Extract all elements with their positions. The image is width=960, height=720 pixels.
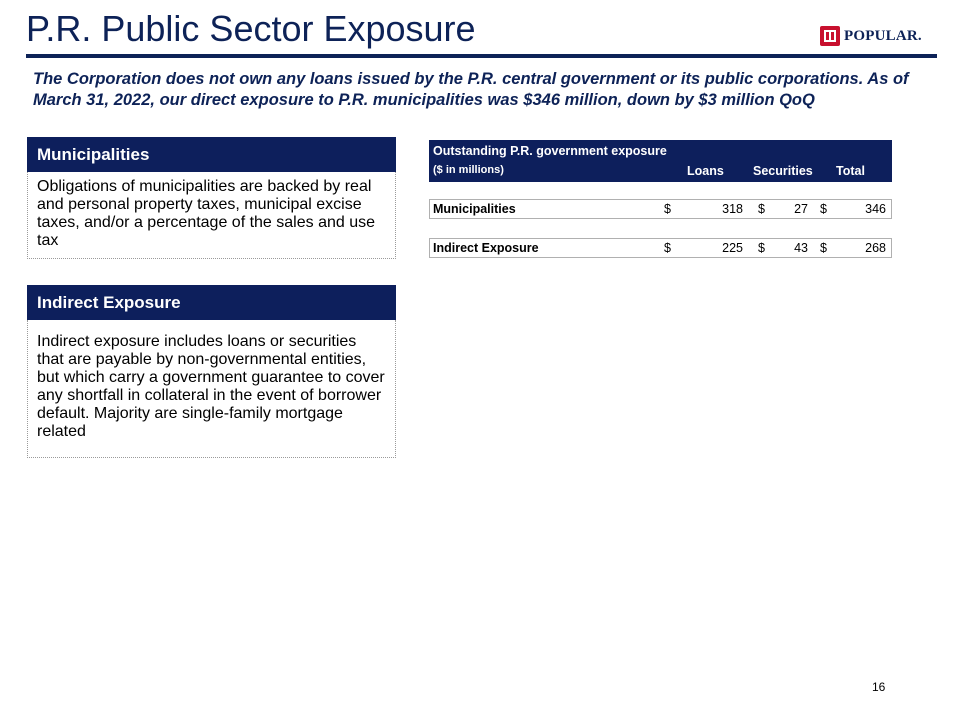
column-header-securities: Securities (753, 164, 813, 178)
indirect-exposure-panel-body (27, 320, 396, 458)
indirect-exposure-panel-header: Indirect Exposure (27, 285, 396, 320)
municipalities-panel (27, 137, 396, 259)
title-divider (26, 54, 937, 58)
table-row-indirect-exposure (429, 238, 892, 258)
intro-statement: The Corporation does not own any loans issued by the P.R. central government or its public corporations. As of March 31, 2022, our direct exposure to P.R. municipalities was $346 million, down by $3 million QoQ (33, 70, 909, 109)
indirect-exposure-panel (27, 285, 396, 458)
row-label: Municipalities (433, 202, 516, 216)
page-number: 16 (872, 680, 886, 694)
loans-value: 318 (722, 202, 743, 216)
exposure-table-units: ($ in millions) (433, 164, 504, 176)
currency-symbol: $ (664, 241, 671, 255)
loans-value: 225 (722, 241, 743, 255)
municipalities-panel-header: Municipalities (27, 137, 396, 172)
exposure-table-title: Outstanding P.R. government exposure (433, 144, 667, 158)
securities-value: 27 (794, 202, 808, 216)
slide-title: P.R. Public Sector Exposure (26, 8, 476, 49)
total-value: 268 (865, 241, 886, 255)
total-value: 346 (865, 202, 886, 216)
exposure-table-header (429, 140, 892, 182)
currency-symbol: $ (758, 241, 765, 255)
currency-symbol: $ (758, 202, 765, 216)
currency-symbol: $ (664, 202, 671, 216)
column-header-loans: Loans (687, 164, 724, 178)
currency-symbol: $ (820, 202, 827, 216)
currency-symbol: $ (820, 241, 827, 255)
table-row-municipalities (429, 199, 892, 219)
column-header-total: Total (836, 164, 865, 178)
popular-logo (820, 24, 938, 48)
popular-logo-icon (820, 26, 840, 46)
indirect-exposure-description: Indirect exposure includes loans or securities that are payable by non-governmental entities, but which carry a government guarantee to cover any shortfall in collateral in the event of borrower default. Majority are single-family mortgage related (37, 333, 385, 440)
logo-text: POPULAR. (844, 27, 922, 44)
securities-value: 43 (794, 241, 808, 255)
row-label: Indirect Exposure (433, 241, 539, 255)
municipalities-description: Obligations of municipalities are backed by real and personal property taxes, municipal excise taxes, and/or a percentage of the sales and use tax (37, 178, 376, 249)
municipalities-panel-body (27, 172, 396, 259)
